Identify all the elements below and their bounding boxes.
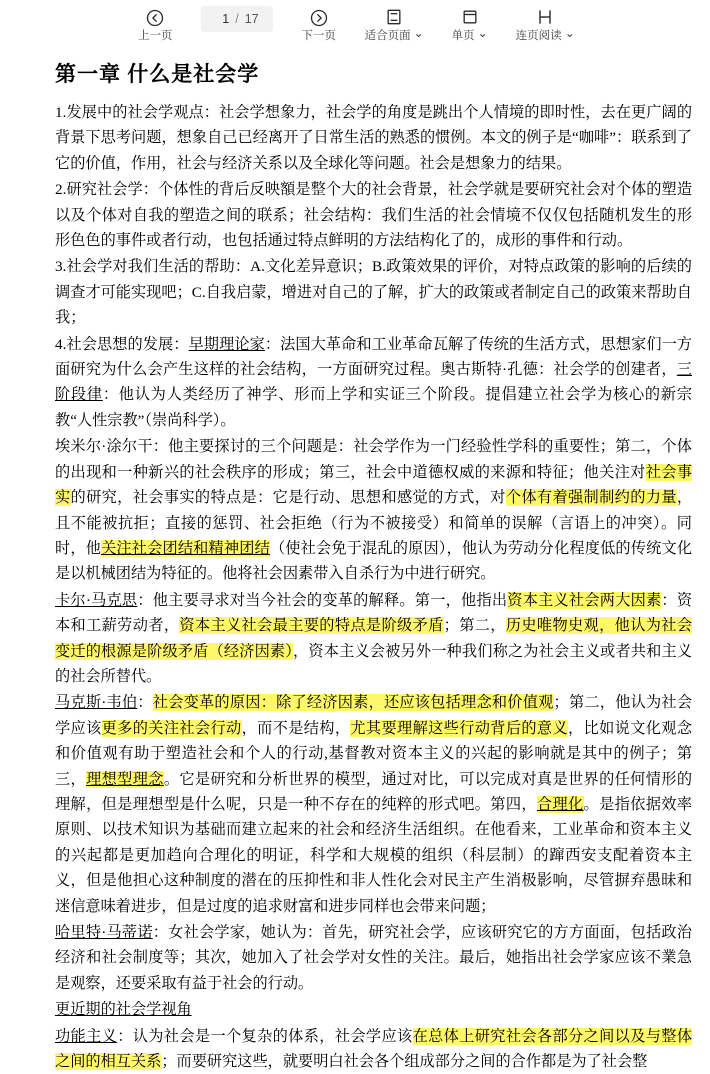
- paragraph: [55, 690, 692, 919]
- single-page-button[interactable]: [450, 7, 490, 43]
- paragraph: [55, 997, 692, 1022]
- chevron-left-circle-icon: [145, 8, 165, 28]
- paragraph: [55, 1024, 692, 1074]
- fit-page-icon: [384, 7, 404, 27]
- page-separator: /: [235, 12, 239, 26]
- prev-page-button[interactable]: [135, 8, 175, 43]
- paragraph-text: 更近期的社会学视角: [55, 1001, 192, 1019]
- page-indicator[interactable]: [201, 6, 272, 32]
- paragraph: [55, 920, 692, 996]
- paragraph-text: 4.社会思想的发展：早期理论家：法国大革命和工业革命瓦解了传统的生活方式，思想家们一方面研究为什么会产生这样的社会结构，一方面研究过程。奥古斯特·孔德：社会学的创建者，三阶段律：他认为人类经历了神学、形而上学和实证三个阶段。提倡建立社会学为核心的新宗教“人性宗教”（崇尚科学）。: [55, 335, 693, 429]
- chevron-right-circle-icon: [309, 8, 329, 28]
- paragraph-text: 1.发展中的社会学观点：社会学想象力，社会学的角度是跳出个人情境的即时性，去在更广阔的背景下思考问题，想象自己已经离开了日常生活的熟悉的惯例。本文的例子是“咖啡”：联系到了它的价值，作用，社会与经济关系以及全球化等问题。社会是想象力的结果。: [55, 104, 692, 172]
- paragraph-text: 马克斯·韦伯：社会变革的原因：除了经济因素，还应该包括理念和价值观；第二，他认为社会学应该更多的关注社会行动，而不是结构，尤其要理解这些行动背后的意义，比如说文化观念和价值观有助于塑造社会和个人的行动,基督教对资本主义的兴起的影响就是其中的例子；第三，理想型理念。它是研究和分析世界的模型，通过对比，可以完成对真是世界的任何情形的理解，但是理想型是什么呢，只是一种不存在的纯粹的形式吧。第四，合理化。是指依据效率原则、以技术知识为基础而建立起来的社会和经济生活组织。在他看来，工业革命和资本主义的兴起都是更加趋向合理化的明证，科学和大规模的组织（科层制）的蹿西安支配着资本主义，但是他担心这种制度的潜在的压抑性和非人性化会对民主产生消极影响，尽管摒弃愚昧和迷信意味着进步，但是过度的追求财富和进步同样也会带来问题；: [55, 694, 693, 915]
- document-page: [0, 48, 710, 1074]
- paragraph-text: 卡尔·马克思：他主要寻求对当今社会的变革的解释。第一，他指出资本主义社会两大因素：资本和工薪劳动者，资本主义社会最主要的特点是阶级矛盾；第二，历史唯物史观，他认为社会变迁的根源是阶级矛盾（经济因素），资本主义会被另外一种我们称之为社会主义或者共和主义的社会所替代。: [55, 591, 693, 685]
- paragraph-text: 埃米尔·涂尔干：他主要探讨的三个问题是：社会学作为一门经验性学科的重要性；第二，个体的出现和一种新兴的社会秩序的形成；第三，社会中道德权威的来源和特征；他关注对社会事实的研究，社会事实的特点是：它是行动、思想和感觉的方式，对个体有着强制制约的力量，且不能被抗拒；直接的惩罚、社会拒绝（行为不被接受）和简单的误解（言语上的冲突）。同时，他关注社会团结和精神团结（使社会免于混乱的原因），他认为劳动分化程度低的传统文化是以机械团结为特征的。他将社会因素带入自杀行为中进行研究。: [55, 438, 693, 583]
- paragraph: [55, 177, 692, 253]
- next-page-button[interactable]: [299, 8, 339, 43]
- paragraph: [55, 254, 692, 330]
- page-title: 第一章 什么是社会学: [55, 62, 260, 86]
- continuous-scroll-icon: [535, 7, 555, 27]
- paragraph-text: 2.研究社会学：个体性的背后反映額是整个大的社会背景，社会学就是要研究社会对个体的塑造以及个体对自我的塑造之间的联系；社会结构：我们生活的社会情境不仅仅包括随机发生的形形色色的事件或者行动，也包括通过特点鲜明的方法结构化了的，成形的事件和行动。: [55, 181, 692, 250]
- paragraph-text: 哈里特·马蒂诺：女社会学家，她认为：首先，研究社会学，应该研究它的方方面面，包括政治经济和社会制度等；其次，她加入了社会学对女性的关注。最后，她指出社会学家应该不業急是观察，还要采取有益于社会的行动。: [55, 924, 692, 992]
- paragraph: [55, 100, 692, 176]
- total-pages-value: 17: [244, 12, 259, 26]
- viewer-toolbar: [0, 0, 710, 48]
- single-page-icon: [460, 7, 480, 27]
- fit-page-label: 适合页面 ⌄: [365, 29, 424, 43]
- current-page-value: 1: [222, 12, 230, 26]
- prev-page-label: 上一页: [137, 29, 173, 42]
- next-page-label: 下一页: [301, 29, 336, 42]
- paragraph-text: 3.社会学对我们生活的帮助：A.文化差异意识；B.政策效果的评价，对特点政策的影响的后续的调查才可能实现吧；C.自我启蒙，增进对自己的了解，扩大的政策或者制定自己的政策来帮助自我；: [55, 258, 692, 327]
- continuous-scroll-label: 连页阅读 ⌄: [516, 29, 575, 43]
- continuous-scroll-button[interactable]: [516, 7, 575, 43]
- paragraph: [55, 588, 692, 690]
- paragraph: [55, 434, 692, 586]
- paragraph: [55, 332, 692, 434]
- fit-page-button[interactable]: [365, 7, 424, 43]
- single-page-label: 单页 ⌄: [452, 29, 488, 43]
- paragraph-text: 功能主义：认为社会是一个复杂的体系，社会学应该在总体上研究社会各部分之间以及与整体之间的相互关系；而要研究这些，就要明白社会各个组成部分之间的合作都是为了社会整: [55, 1027, 693, 1071]
